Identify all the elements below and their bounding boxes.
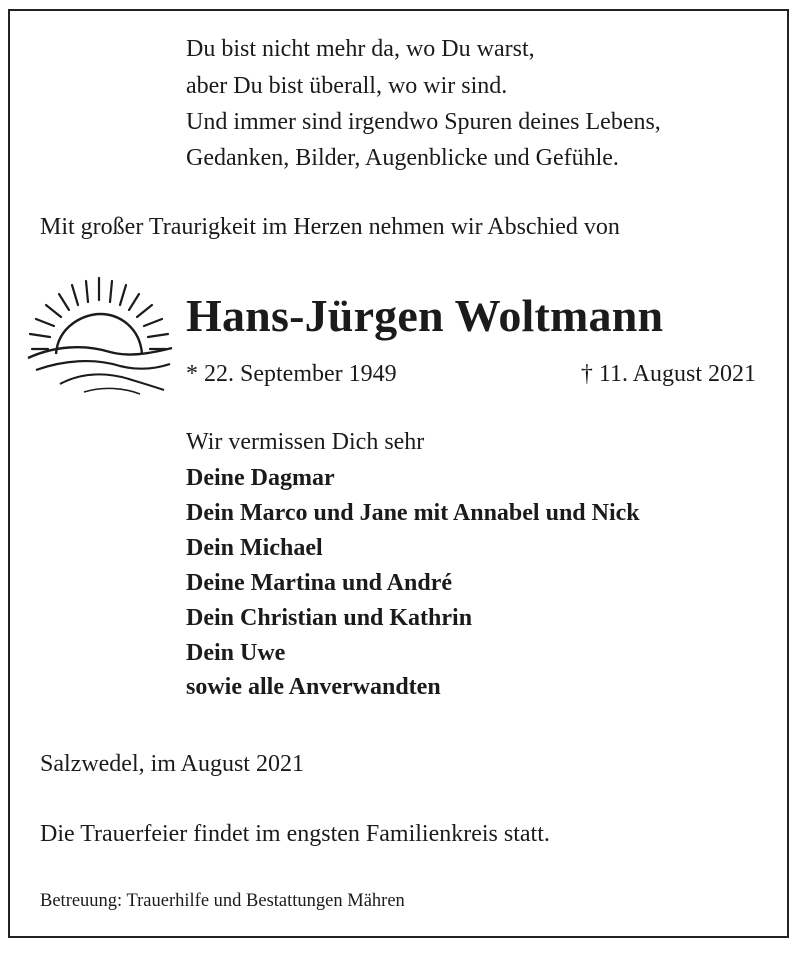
mourners-list — [186, 461, 640, 705]
mourner-name: Dein Michael — [186, 534, 323, 561]
death-date: † 11. August 2021 — [580, 361, 756, 387]
mourners-intro: Wir vermissen Dich sehr — [186, 429, 425, 455]
sunset-over-hills-icon — [24, 272, 174, 400]
mourner-name: Dein Marco und Jane mit Annabel und Nick — [186, 499, 640, 526]
poem-line: aber Du bist überall, wo wir sind. — [186, 73, 508, 99]
poem-line: Gedanken, Bilder, Augenblicke und Gefühle. — [186, 145, 619, 171]
mourner-name: Deine Dagmar — [186, 465, 335, 491]
farewell-intro: Mit großer Traurigkeit im Herzen nehmen wir Abschied von — [40, 214, 620, 240]
poem-line: Du bist nicht mehr da, wo Du warst, — [186, 36, 535, 62]
ceremony-note: Die Trauerfeier findet im engsten Familienkreis statt. — [40, 821, 550, 847]
mourner-name: Deine Martina und André — [186, 569, 453, 596]
poem-line: Und immer sind irgendwo Spuren deines Lebens, — [186, 109, 661, 135]
mourner-name: sowie alle Anverwandten — [186, 674, 441, 701]
birth-date: * 22. September 1949 — [186, 361, 397, 387]
undertaker-credit: Betreuung: Trauerhilfe und Bestattungen Mähren — [40, 891, 405, 911]
mourner-name: Dein Uwe — [186, 639, 286, 666]
deceased-name: Hans-Jürgen Woltmann — [186, 290, 664, 341]
place-date: Salzwedel, im August 2021 — [40, 751, 304, 777]
mourner-name: Dein Christian und Kathrin — [186, 604, 473, 631]
